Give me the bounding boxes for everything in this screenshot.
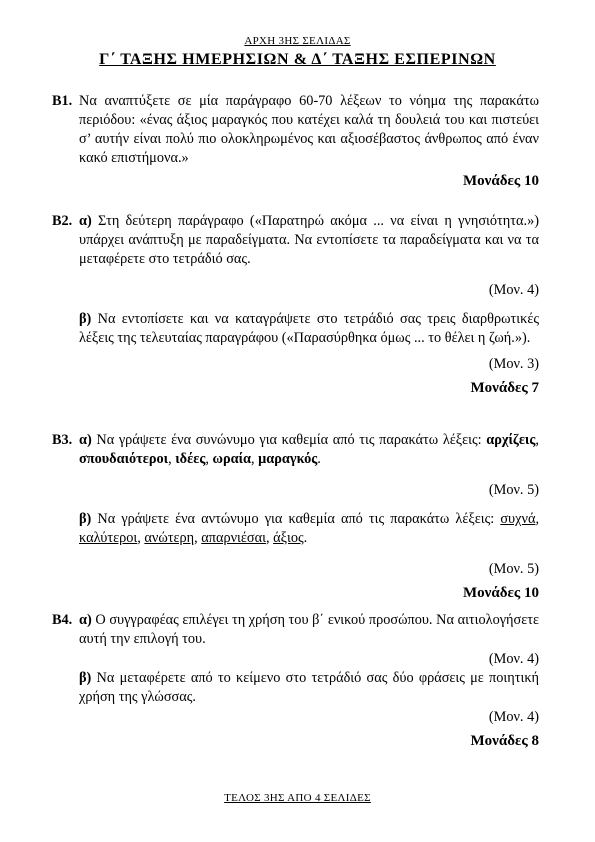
subquestion-text: Να εντοπίσετε και να καταγράψετε στο τετράδιό σας τρεις διαρθρωτικές λέξεις της τελευταίας παραγράφου («Παρασύρθηκα όμως ... το θέλει η ζωή.»). — [79, 311, 539, 346]
question-b4 — [52, 611, 539, 751]
question-marks: Μονάδες 7 — [470, 380, 539, 396]
subquestion-label: α) — [79, 612, 92, 628]
subquestion-marks: (Μον. 5) — [488, 561, 539, 577]
question-number: Β4. — [52, 612, 73, 628]
subquestion-b — [79, 310, 539, 348]
page-end-text: ΤΕΛΟΣ 3ΗΣ ΑΠΟ 4 ΣΕΛΙΔΕΣ — [224, 792, 371, 804]
subquestion-b: β) Να γράψετε ένα αντώνυμο για καθεμία από τις παρακάτω λέξεις: συχνά, καλύτεροι, ανώτερη, απαρνιέσαι, άξιος. — [79, 511, 540, 546]
subquestion-label: β) — [79, 511, 92, 527]
word: μαραγκός — [258, 451, 318, 467]
question-b2 — [52, 212, 539, 398]
word: ωραία — [212, 451, 252, 467]
subquestion-marks: (Μον. 4) — [488, 709, 539, 725]
subquestion-b — [79, 669, 539, 707]
word: απαρνιέσαι — [201, 530, 266, 546]
subquestion-label: α) — [79, 432, 92, 448]
word: ιδέες — [175, 451, 206, 467]
word: αρχίζεις — [486, 432, 536, 448]
exam-title — [0, 51, 595, 69]
word: σπουδαιότεροι — [79, 451, 169, 467]
question-number: Β2. — [52, 213, 73, 229]
question-b1 — [52, 92, 539, 191]
word: άξιος — [273, 530, 304, 546]
subquestion-marks: (Μον. 5) — [488, 482, 539, 498]
subquestion-a — [79, 212, 539, 269]
page-start-label — [0, 35, 595, 47]
exam-title-text: Γ΄ ΤΑΞΗΣ ΗΜΕΡΗΣΙΩΝ & Δ΄ ΤΑΞΗΣ ΕΣΠΕΡΙΝΩΝ — [99, 51, 496, 68]
subquestion-text: Να γράψετε ένα συνώνυμο για καθεμία από τις παρακάτω λέξεις: — [96, 432, 482, 448]
word: συχνά — [500, 511, 536, 527]
subquestion-text: Ο συγγραφέας επιλέγει τη χρήση του β΄ ενικού προσώπου. Να αιτιολογήσετε αυτή την επιλογή του. — [79, 612, 539, 647]
subquestion-a — [79, 611, 539, 649]
question-number: Β1. — [52, 93, 73, 109]
subquestion-marks: (Μον. 3) — [488, 356, 539, 372]
subquestion-text: Να μεταφέρετε από το κείμενο στο τετράδιό σας δύο φράσεις με ποιητική χρήση της γλώσσας. — [79, 670, 539, 705]
question-b3 — [52, 431, 539, 603]
subquestion-marks: (Μον. 4) — [488, 651, 539, 667]
question-text: Να αναπτύξετε σε μία παράγραφο 60-70 λέξεων το νόημα της παρακάτω περιόδου: «ένας άξιος μαραγκός που κατέχει καλά τη δουλειά του και πιστεύει σ’ αυτήν είναι πολύ πιο ολοκληρωμένος και αξιοσέβαστος άνθρωπος από έναν κακό επιστήμονα.» — [79, 93, 539, 166]
question-marks: Μονάδες 10 — [462, 585, 539, 601]
question-marks: Μονάδες 8 — [470, 733, 539, 749]
subquestion-a: α) Να γράψετε ένα συνώνυμο για καθεμία από τις παρακάτω λέξεις: αρχίζεις, σπουδαιότεροι, ιδέες, ωραία, μαραγκός. — [79, 432, 539, 467]
subquestion-label: β) — [79, 311, 92, 327]
word: καλύτεροι — [79, 530, 138, 546]
word: ανώτερη — [144, 530, 195, 546]
question-number: Β3. — [52, 432, 73, 448]
subquestion-label: β) — [79, 670, 92, 686]
page-end-label — [0, 792, 595, 804]
question-marks: Μονάδες 10 — [462, 173, 539, 189]
subquestion-marks: (Μον. 4) — [488, 282, 539, 298]
subquestion-label: α) — [79, 213, 92, 229]
page-start-text: ΑΡΧΗ 3ΗΣ ΣΕΛΙΔΑΣ — [244, 35, 351, 47]
subquestion-text: Να γράψετε ένα αντώνυμο για καθεμία από τις παρακάτω λέξεις: — [97, 511, 495, 527]
subquestion-text: Στη δεύτερη παράγραφο («Παρατηρώ ακόμα ... να είναι η γνησιότητα.») υπάρχει ανάπτυξη με παραδείγματα. Να εντοπίσετε τα παραδείγματα και να τα μεταφέρετε στο τετράδιό σας. — [79, 213, 539, 267]
